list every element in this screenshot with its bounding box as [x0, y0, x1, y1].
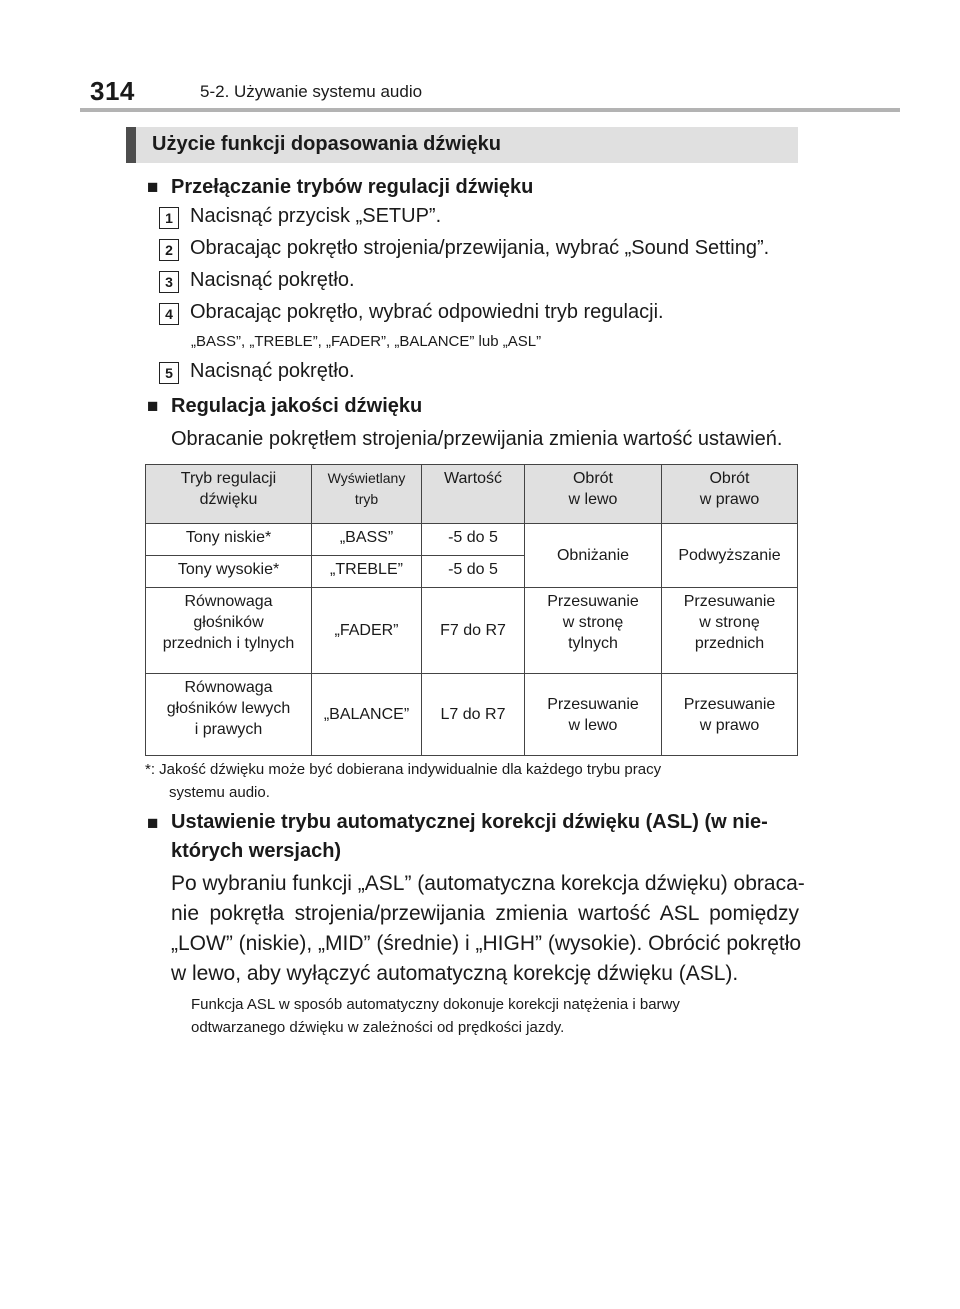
- step-number: 4: [159, 303, 179, 325]
- table-cell: Obniżanie: [525, 524, 662, 588]
- asl-paragraph-line: „LOW” (niskie), „MID” (średnie) i „HIGH” (wysokie). Obrócić pokrętło: [171, 932, 802, 955]
- table-cell: Tony wysokie*: [146, 556, 312, 588]
- square-bullet-icon: ■: [147, 396, 159, 417]
- header-divider: [80, 108, 900, 112]
- table-row: [146, 524, 798, 556]
- table-header-cell: Obrót w prawo: [662, 465, 798, 524]
- asl-paragraph-line: w lewo, aby wyłączyć automatyczną korekcję dźwięku (ASL).: [171, 962, 739, 985]
- asl-paragraph-line: Po wybraniu funkcji „ASL” (automatyczna korekcja dźwięku) obraca-: [171, 872, 805, 895]
- step-number: 3: [159, 271, 179, 293]
- section-banner: [126, 127, 798, 163]
- table-cell: Przesuwanie w stronę tylnych: [525, 588, 662, 674]
- mode-switch-heading: Przełączanie trybów regulacji dźwięku: [171, 176, 534, 198]
- table-header-cell: Tryb regulacji dźwięku: [146, 465, 312, 524]
- step-number: 1: [159, 207, 179, 229]
- banner-title: Użycie funkcji dopasowania dźwięku: [152, 133, 501, 155]
- banner-accent-bar: [126, 127, 136, 163]
- table-cell: „BASS”: [312, 524, 422, 556]
- modes-note: „BASS”, „TREBLE”, „FADER”, „BALANCE” lub „ASL”: [191, 333, 542, 350]
- table-cell: F7 do R7: [422, 588, 525, 674]
- quality-text: Obracanie pokrętłem strojenia/przewijania zmienia wartość ustawień.: [171, 428, 783, 450]
- table-row: [146, 588, 798, 674]
- square-bullet-icon: ■: [147, 813, 159, 834]
- table-cell: -5 do 5: [422, 524, 525, 556]
- step-text: Nacisnąć pokrętło.: [190, 360, 355, 382]
- step-text: Obracając pokrętło, wybrać odpowiedni tryb regulacji.: [190, 301, 664, 323]
- table-cell: Równowaga głośników lewych i prawych: [146, 674, 312, 756]
- table-cell: Tony niskie*: [146, 524, 312, 556]
- table-cell: „FADER”: [312, 588, 422, 674]
- footnote-line: systemu audio.: [169, 784, 270, 801]
- sound-adjustment-table: [145, 464, 798, 756]
- step-text: Nacisnąć przycisk „SETUP”.: [190, 205, 442, 227]
- step-number: 5: [159, 362, 179, 384]
- table-cell: L7 do R7: [422, 674, 525, 756]
- page-number: 314: [90, 76, 135, 106]
- asl-note-line: odtwarzanego dźwięku w zależności od prędkości jazdy.: [191, 1019, 565, 1036]
- quality-heading: Regulacja jakości dźwięku: [171, 395, 423, 417]
- footnote-line: *: Jakość dźwięku może być dobierana indywidualnie dla każdego trybu pracy: [145, 761, 662, 778]
- table-header-cell: Wyświetlany tryb: [312, 465, 422, 524]
- section-title: 5-2. Używanie systemu audio: [200, 82, 423, 101]
- table-header-cell: Obrót w lewo: [525, 465, 662, 524]
- step-text: Nacisnąć pokrętło.: [190, 269, 355, 291]
- asl-heading: Ustawienie trybu automatycznej korekcji dźwięku (ASL) (w nie-: [171, 811, 768, 833]
- step-text: Obracając pokrętło strojenia/przewijania, wybrać „Sound Setting”.: [190, 237, 770, 259]
- asl-heading-cont: których wersjach): [171, 840, 342, 862]
- table-row: [146, 674, 798, 756]
- table-cell: -5 do 5: [422, 556, 525, 588]
- square-bullet-icon: ■: [147, 177, 159, 198]
- asl-paragraph-line: nie pokrętła strojenia/przewijania zmienia wartość ASL pomiędzy: [171, 902, 799, 925]
- table-cell: Przesuwanie w stronę przednich: [662, 588, 798, 674]
- table-cell: Równowaga głośników przednich i tylnych: [146, 588, 312, 674]
- table-cell: Przesuwanie w prawo: [662, 674, 798, 756]
- table-cell: Przesuwanie w lewo: [525, 674, 662, 756]
- table-cell: „BALANCE”: [312, 674, 422, 756]
- table-header-row: [146, 465, 798, 524]
- table-header-cell: Wartość: [422, 465, 525, 524]
- asl-note-line: Funkcja ASL w sposób automatyczny dokonuje korekcji natężenia i barwy: [191, 996, 680, 1013]
- table-cell: Podwyższanie: [662, 524, 798, 588]
- step-number: 2: [159, 239, 179, 261]
- table-cell: „TREBLE”: [312, 556, 422, 588]
